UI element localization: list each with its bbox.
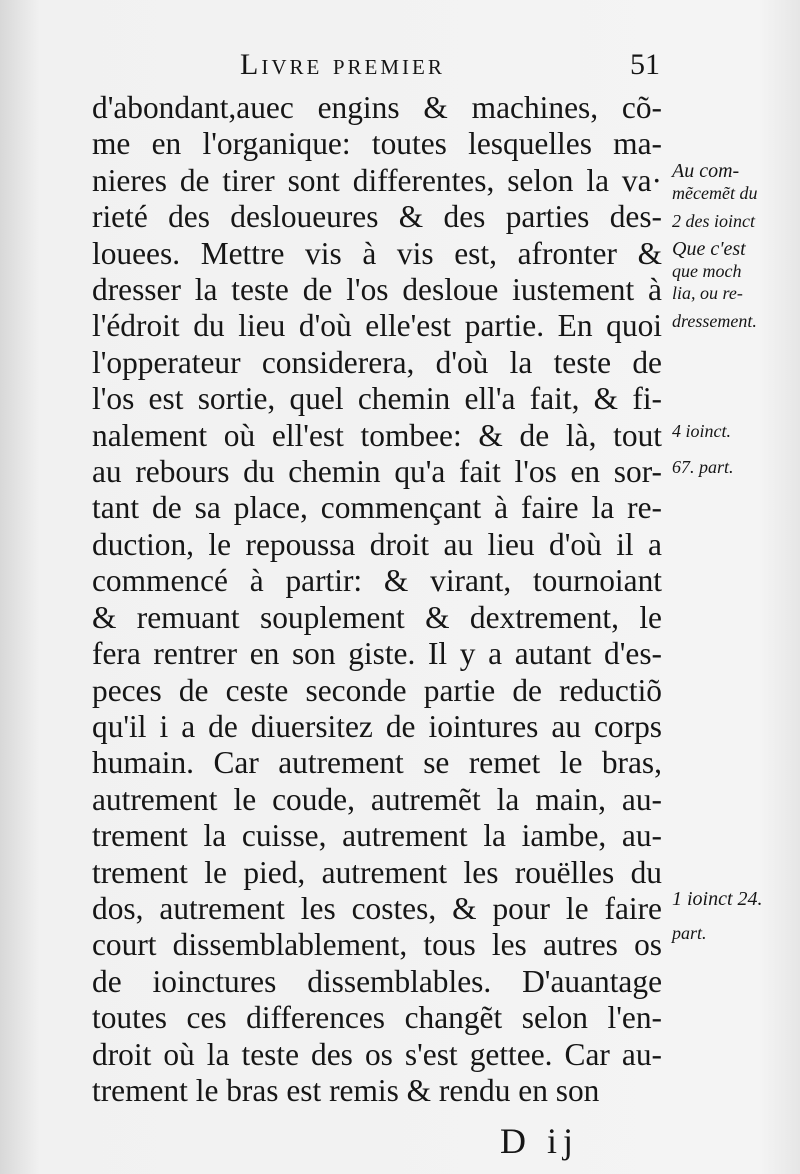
text-line: tant de sa place, commençant à faire la re-	[92, 490, 662, 526]
text-line: nalement où ell'est tombee: & de là, tout	[92, 417, 662, 453]
margin-note: dressement.	[672, 311, 757, 331]
text-line: toutes ces differences changẽt selon l'en-	[92, 1000, 662, 1036]
margin-notes	[672, 160, 800, 944]
text-line: dresser la teste de l'os desloue iustement à	[92, 272, 662, 308]
page-header	[240, 48, 660, 88]
main-text-block	[92, 90, 672, 1109]
text-line: me en l'organique: toutes lesquelles ma-	[92, 126, 662, 162]
text-line: l'édroit du lieu d'où elle'est partie. En quoi	[92, 308, 662, 344]
text-line: dos, autrement les costes, & pour le faire	[92, 890, 662, 926]
text-line: qu'il i a de diuersitez de iointures au corps	[92, 708, 662, 744]
text-line: droit où la teste des os s'est gettee. Car au-	[92, 1036, 662, 1072]
running-title: Livre premier	[240, 48, 445, 81]
text-line: duction, le repoussa droit au lieu d'où il a	[92, 526, 662, 562]
margin-note: 2 des ioinct	[672, 211, 755, 231]
text-line: trement le pied, autrement les rouëlles du	[92, 854, 662, 890]
margin-note: Au com-	[672, 160, 740, 182]
text-line: rieté des desloueures & des parties des-	[92, 199, 662, 235]
text-line: nieres de tirer sont differentes, selon la va·	[92, 162, 662, 198]
text-line: & remuant souplement & dextrement, le	[92, 599, 662, 635]
margin-note: 4 ioinct.	[672, 421, 731, 441]
margin-note: Que c'est	[672, 238, 746, 260]
text-line: court dissemblablement, tous les autres os	[92, 927, 662, 963]
text-line: au rebours du chemin qu'a fait l'os en sor-	[92, 454, 662, 490]
page-number: 51	[630, 48, 660, 81]
text-line: fera rentrer en son giste. Il y a autant d'es-	[92, 636, 662, 672]
signature-mark: D ij	[500, 1121, 580, 1161]
margin-note: 67. part.	[672, 457, 734, 477]
margin-note: part.	[672, 923, 707, 943]
text-line: l'opperateur considerera, d'où la teste de	[92, 344, 662, 380]
margin-note: 1 ioinct 24.	[672, 888, 763, 910]
margin-note: lia, ou re-	[672, 283, 743, 303]
text-line: trement le bras est remis & rendu en son	[92, 1072, 600, 1108]
text-line: peces de ceste seconde partie de reductiõ	[92, 672, 662, 708]
text-line: commencé à partir: & virant, tournoiant	[92, 563, 662, 599]
text-line: d'abondant,auec engins & machines, cõ-	[92, 90, 662, 125]
text-line: humain. Car autrement se remet le bras,	[92, 745, 662, 781]
margin-note: mẽcemẽt du	[672, 183, 758, 203]
text-line: louees. Mettre vis à vis est, afronter &	[92, 235, 662, 271]
text-line: l'os est sortie, quel chemin ell'a fait, & fi-	[92, 381, 662, 417]
text-line: de ioinctures dissemblables. D'auantage	[92, 963, 662, 999]
text-line: autrement le coude, autremẽt la main, au-	[92, 781, 662, 817]
text-line: trement la cuisse, autrement la iambe, au-	[92, 818, 662, 854]
margin-note: que moch	[672, 261, 742, 281]
